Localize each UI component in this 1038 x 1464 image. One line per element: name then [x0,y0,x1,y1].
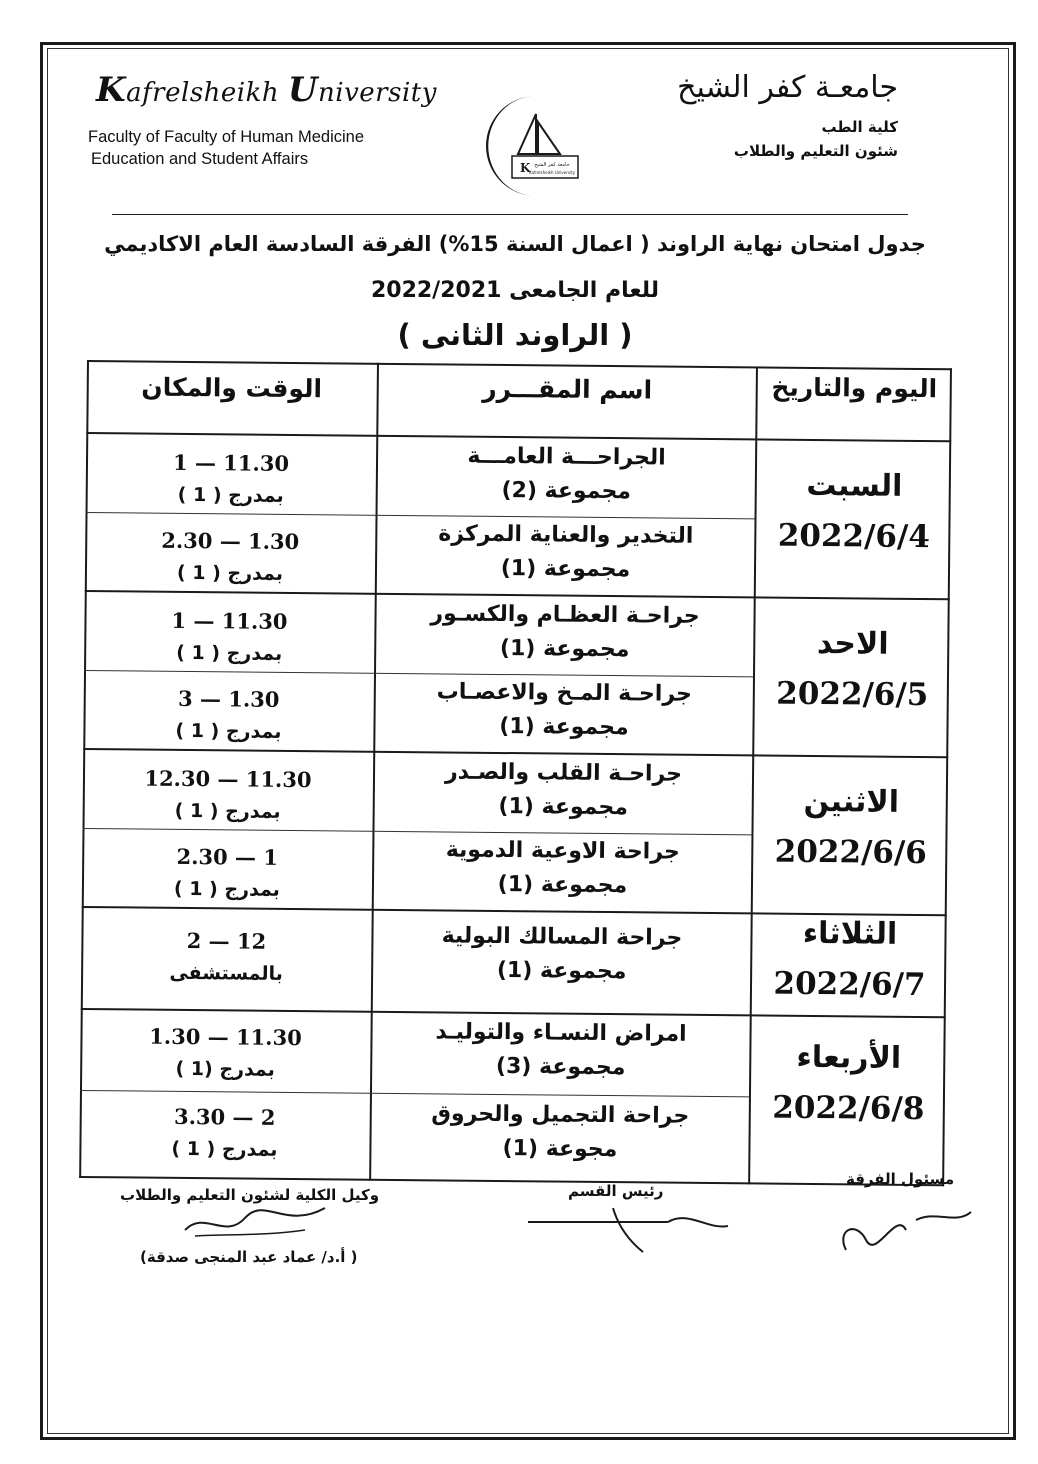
header-time-place: الوقت والمكان [141,372,323,404]
logo-sail2-icon [538,122,560,154]
day-name: الأربعاء [796,1039,902,1076]
time-cell [82,840,373,907]
time-cell [84,604,375,671]
university-name-en [96,70,437,110]
day-date: 2022/6/7 [773,965,926,1004]
dept-head-signature [518,1200,738,1260]
logo-letter: K [520,161,531,175]
round-title: ( الراوند الثانى ) [397,318,633,352]
time-cell [79,1100,370,1167]
exam-place: بمدرج (1 ) [175,1057,275,1081]
time-cell [86,446,377,513]
course-cell [376,597,754,669]
exam-place: بالمستشفى [169,961,283,985]
course-group: مجموعة (1) [498,793,629,821]
year-rep-title: مسئول الفرقة [846,1170,955,1188]
logo-text-ar: جامعة كفر الشيخ [534,162,570,168]
day-tuesday [753,910,947,1012]
exam-place: بمدرج ( 1 ) [175,719,282,743]
course-name: جراحة الاوعية الدموية [445,837,680,865]
course-group: مجموعة (1) [500,555,631,583]
vice-dean-signature [175,1200,335,1246]
course-name: جراحـة المـخ والاعصـاب [436,679,693,707]
faculty-ar [734,115,898,163]
course-group: مجموعة (1) [499,713,629,741]
course-name: التخدير والعناية المركزة [438,521,694,549]
exam-time: 12.30 — 11.30 [144,765,312,793]
academic-year: للعام الجامعى 2022/2021 [370,278,660,303]
day-monday [754,778,948,880]
exam-place: بمدرج ( 1 ) [173,877,280,901]
course-name: جراحة المسالك البولية [441,923,683,951]
university-en-initial-k: K [96,70,127,110]
day-name: الاحد [816,626,889,662]
exam-time: 2 — 12 [186,927,267,954]
day-wednesday [752,1034,946,1136]
course-cell [374,833,752,905]
course-group: مجموعة (2) [501,477,632,505]
day-name: الثلاثاء [802,915,898,952]
course-name: امراض النسـاء والتوليـد [435,1019,687,1047]
course-cell [373,919,751,991]
course-name: الجراحـــة العامـــة [467,443,666,471]
day-date: 2022/6/8 [772,1089,925,1128]
university-en-word2: niversity [318,78,437,108]
time-cell [83,682,374,749]
course-name: جراحـة القلب والصـدر [444,759,683,787]
university-logo [466,92,602,200]
exam-time: 3 — 1.30 [177,685,280,712]
exam-time: 1 — 11.30 [172,449,290,476]
faculty-ar-line1: كلية الطب [821,118,898,136]
day-date: 2022/6/4 [777,517,931,556]
vice-dean-name: ( أ.د/ عماد عبد المنجى صدقة) [140,1248,358,1266]
university-en-initial-u: U [287,70,319,110]
logo-sail-icon [518,114,536,154]
university-en-word1: afrelsheikh [126,78,280,108]
time-cell [85,524,376,591]
exam-time: 2.30 — 1 [176,843,279,870]
logo-crescent-icon [486,96,536,196]
course-cell [372,1015,750,1087]
exam-place: بمدرج ( 1 ) [174,799,281,823]
time-cell [83,762,374,829]
faculty-en [88,126,364,170]
exam-place: بمدرج ( 1 ) [176,641,283,665]
course-cell [375,755,753,827]
course-name: جراحـة العظـام والكسـور [430,601,700,629]
course-cell [377,517,755,589]
day-sunday [756,620,950,722]
time-cell [81,924,372,991]
exam-place: بمدرج ( 1 ) [176,561,284,585]
header-divider [112,214,908,215]
course-group: مجموعة (1) [496,957,627,985]
course-group: مجموعة (3) [495,1053,626,1081]
header-course: اسم المقـــرر [482,373,653,405]
vice-dean-title: وكيل الكلية لشئون التعليم والطلاب [120,1186,380,1204]
course-group: مجموعة (1) [497,871,628,899]
dept-head-title: رئيس القسم [568,1182,664,1200]
day-date: 2022/6/6 [774,833,928,872]
year-rep-signature [826,1190,976,1260]
exam-place: بمدرج ( 1 ) [171,1137,278,1161]
faculty-en-line2: Education and Student Affairs [91,150,309,168]
exam-time: 1 — 11.30 [171,607,288,634]
day-saturday [757,462,951,564]
course-group: مجوعة (1) [502,1136,618,1163]
university-name-ar: جامعـة كفر الشيخ [677,70,898,105]
time-cell [80,1020,371,1087]
logo-text-en: Kafrelsheikh University [528,170,576,175]
exam-time: 2.30 — 1.30 [161,527,300,555]
day-date: 2022/6/5 [776,675,929,714]
day-name: الاثنين [803,783,900,820]
course-cell [371,1097,749,1169]
exam-place: بمدرج ( 1 ) [177,483,284,507]
day-name: السبت [806,467,903,504]
faculty-ar-line2: شئون التعليم والطلاب [733,142,898,160]
faculty-en-line1: Faculty of Faculty of Human Medicine [88,128,365,146]
course-name: جراحة التجميل والحروق [431,1101,690,1129]
exam-time: 3.30 — 2 [173,1103,276,1130]
course-cell [375,675,753,747]
exam-time: 1.30 — 11.30 [149,1023,302,1051]
exam-schedule-table [79,360,955,1188]
header-day-date: اليوم والتاريخ [771,372,938,404]
schedule-title: جدول امتحان نهاية الراوند ( اعمال السنة 15%) الفرقة السادسة العام الاكاديمي [104,232,926,256]
course-group: مجموعة (1) [499,635,630,663]
course-cell [378,439,756,511]
